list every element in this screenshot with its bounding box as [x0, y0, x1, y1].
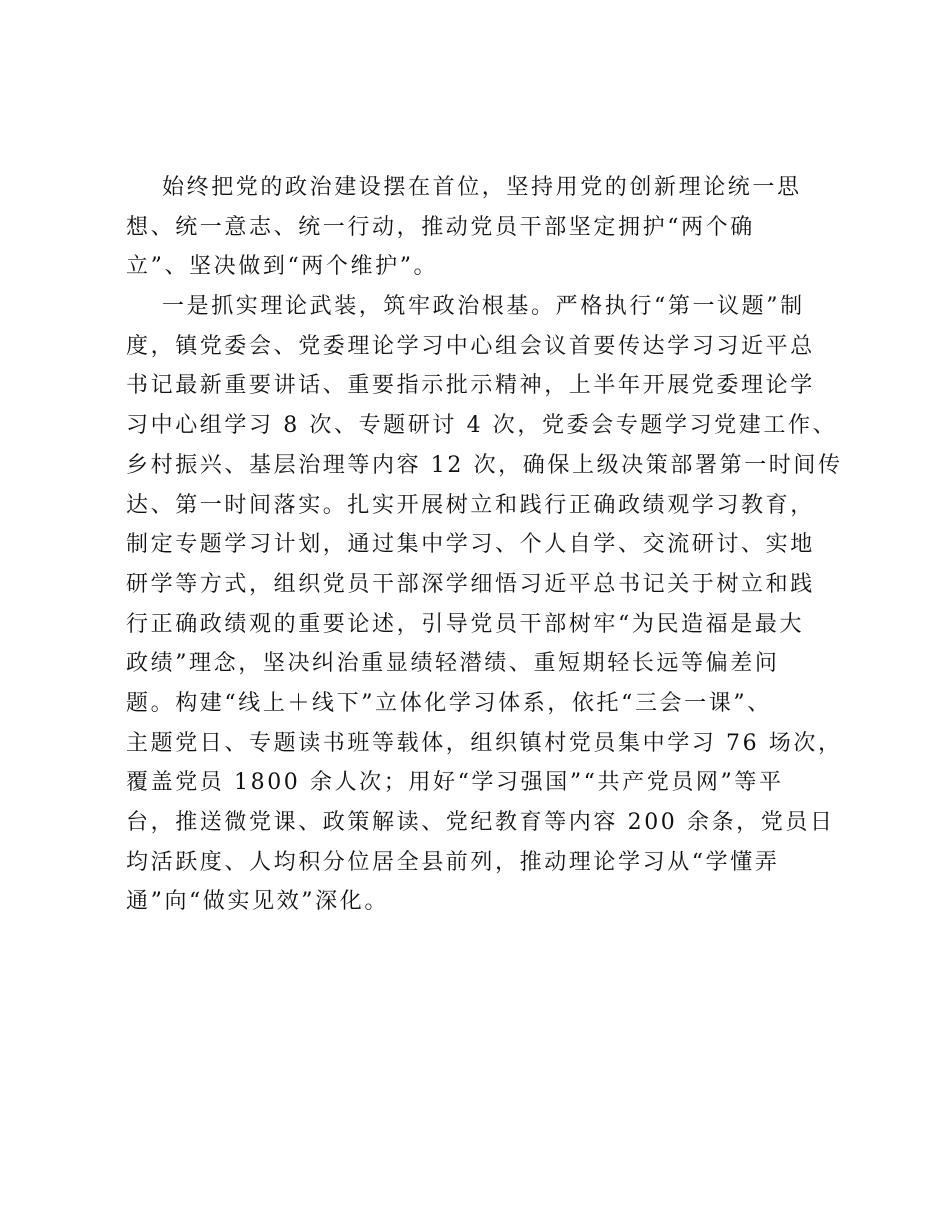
paragraph-line: 制定专题学习计划，通过集中学习、个人自学、交流研讨、实地: [126, 532, 815, 558]
paragraph-line: 一是抓实理论武装，筑牢政治根基。严格执行“第一议题”制: [162, 294, 805, 320]
paragraph-line: 台，推送微党课、政策解读、党纪教育等内容 200 余条，党员日: [126, 810, 835, 835]
paragraph-line: 覆盖党员 1800 余人次；用好“学习强国”“共产党员网”等平: [126, 770, 784, 796]
paragraph-line: 主题党日、专题读书班等载体，组织镇村党员集中学习 76 场次，: [126, 730, 843, 756]
paragraph-line: 始终把党的政治建设摆在首位，坚持用党的创新理论统一思: [162, 175, 802, 200]
document-body: [126, 168, 843, 922]
paragraph-line: 想、统一意志、统一行动，推动党员干部坚定拥护“两个确: [126, 214, 755, 240]
paragraph-line: 立”、坚决做到“两个维护”。: [126, 254, 439, 280]
paragraph-line: 均活跃度、人均积分位居全县前列，推动理论学习从“学懂弄: [126, 849, 780, 875]
paragraph-line: 度，镇党委会、党委理论学习中心组会议首要传达学习习近平总: [126, 333, 815, 359]
paragraph-line: 习中心组学习 8 次、专题研讨 4 次，党委会专题学习党建工作、: [126, 413, 838, 439]
paragraph-line: 政绩”理念，坚决纠治重显绩轻潜绩、重短期轻长远等偏差问: [126, 651, 780, 677]
paragraph-line: 题。构建“线上＋线下”立体化学习体系，依托“三会一课”、: [126, 690, 772, 716]
paragraph-line: 通”向“做实见效”深化。: [126, 889, 389, 915]
paragraph-theory-study: [126, 287, 843, 922]
paragraph-line: 乡村振兴、基层治理等内容 12 次，确保上级决策部署第一时间传: [126, 452, 843, 478]
paragraph-line: 行正确政绩观的重要论述，引导党员干部树牢“为民造福是最大: [126, 611, 805, 637]
paragraph-line: 书记最新重要讲话、重要指示批示精神，上半年开展党委理论学: [126, 373, 815, 399]
paragraph-line: 研学等方式，组织党员干部深学细悟习近平总书记关于树立和践: [126, 571, 815, 597]
paragraph-intro: [126, 168, 831, 287]
paragraph-line: 达、第一时间落实。扎实开展树立和践行正确政绩观学习教育，: [126, 492, 815, 518]
